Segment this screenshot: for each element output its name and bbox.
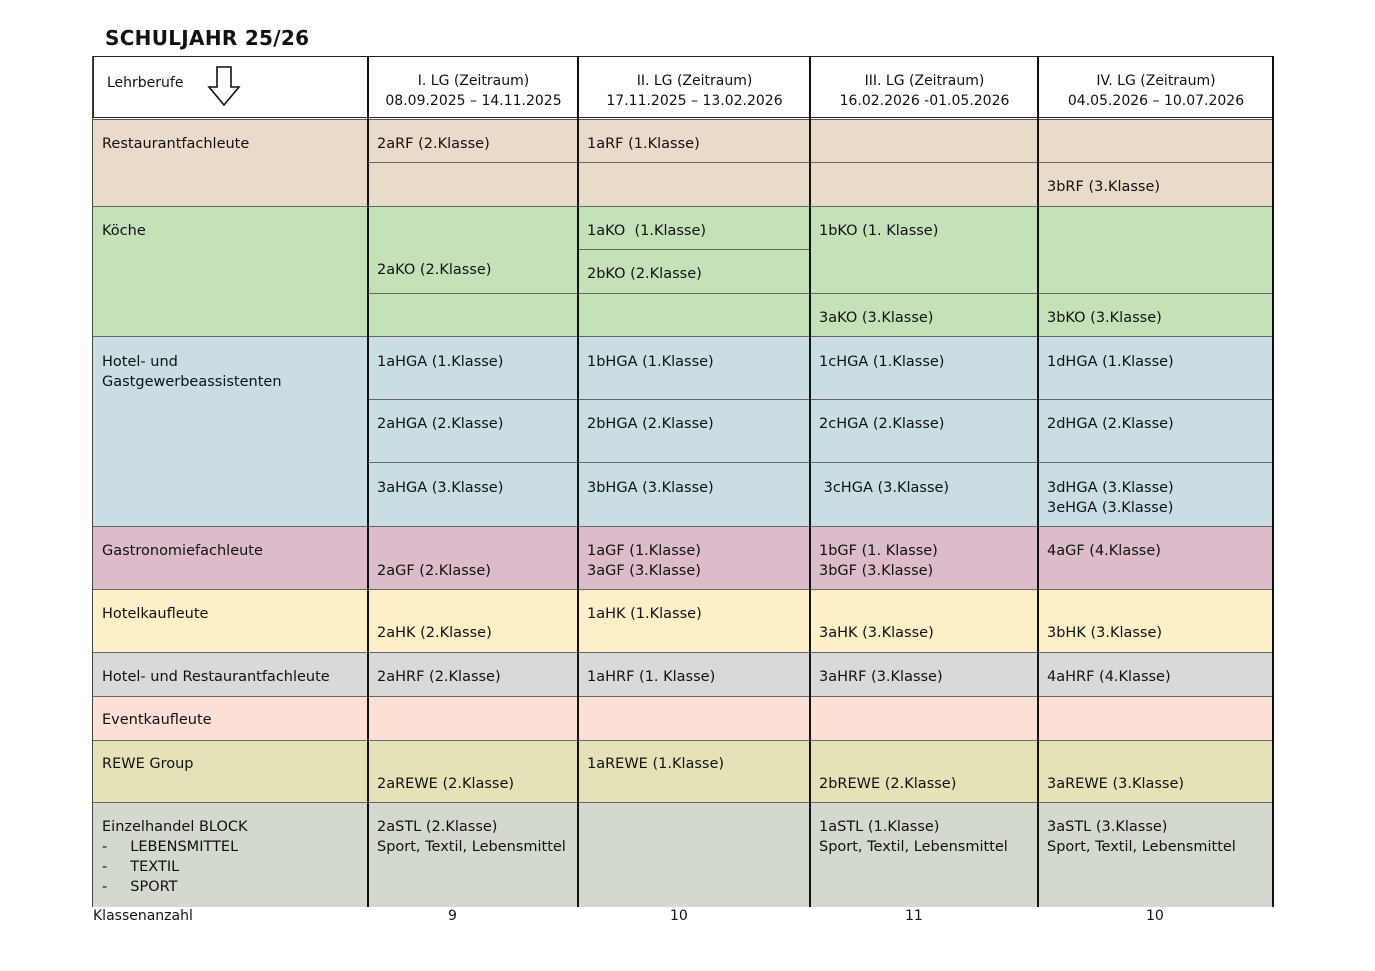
footer-count-1: 9 bbox=[448, 908, 457, 924]
class-cell: 1aRF (1.Klasse) bbox=[587, 136, 700, 152]
header-lehrberufe bbox=[93, 56, 369, 118]
header-period-3 bbox=[810, 56, 1039, 118]
class-cell: 2bHGA (2.Klasse) bbox=[587, 416, 714, 432]
gridline bbox=[93, 589, 1273, 590]
header-period-4 bbox=[1038, 56, 1274, 118]
class-cell: 3cHGA (3.Klasse) bbox=[819, 480, 950, 496]
footer-label: Klassenanzahl bbox=[93, 908, 193, 924]
class-cell: 2cHGA (2.Klasse) bbox=[819, 416, 945, 432]
gridline bbox=[93, 336, 1273, 337]
class-cell: 2aGF (2.Klasse) bbox=[377, 563, 491, 579]
period-3-range: 16.02.2026 -01.05.2026 bbox=[839, 93, 1010, 109]
column-divider bbox=[1272, 56, 1274, 907]
column-divider bbox=[1037, 56, 1039, 907]
class-cell: 2aRF (2.Klasse) bbox=[377, 136, 490, 152]
class-cell: 2aHGA (2.Klasse) bbox=[377, 416, 504, 432]
class-cell: 3aREWE (3.Klasse) bbox=[1047, 776, 1185, 792]
class-cell: 4aGF (4.Klasse) bbox=[1047, 543, 1161, 559]
class-cell: 1aHRF (1. Klasse) bbox=[587, 669, 716, 685]
class-cell: 1aHGA (1.Klasse) bbox=[377, 354, 504, 370]
class-cell: 2bKO (2.Klasse) bbox=[587, 266, 702, 282]
label-hotelkaufleute: Hotelkaufleute bbox=[102, 606, 209, 622]
class-cell: 1aHK (1.Klasse) bbox=[587, 606, 702, 622]
class-cell: 1aREWE (1.Klasse) bbox=[587, 756, 725, 772]
label-hotel-restaurant: Hotel- und Restaurantfachleute bbox=[102, 669, 330, 685]
label-eventkaufleute: Eventkaufleute bbox=[102, 712, 212, 728]
class-cell: 2aHRF (2.Klasse) bbox=[377, 669, 501, 685]
footer-count-2: 10 bbox=[670, 908, 688, 924]
class-cell: 1bGF (1. Klasse) 3bGF (3.Klasse) bbox=[819, 543, 938, 579]
label-gastronomie: Gastronomiefachleute bbox=[102, 543, 263, 559]
class-cell: 1bKO (1. Klasse) bbox=[819, 223, 939, 239]
class-cell: 3dHGA (3.Klasse) 3eHGA (3.Klasse) bbox=[1047, 480, 1174, 516]
class-cell: 2aHK (2.Klasse) bbox=[377, 625, 492, 641]
header-period-1 bbox=[368, 56, 579, 118]
class-cell: 1dHGA (1.Klasse) bbox=[1047, 354, 1174, 370]
footer-count-3: 11 bbox=[905, 908, 923, 924]
column-divider bbox=[92, 56, 93, 907]
label-hotel-gastgewerbe: Hotel- und Gastgewerbeassistenten bbox=[102, 354, 282, 390]
gridline bbox=[93, 802, 1273, 803]
class-cell: 3bRF (3.Klasse) bbox=[1047, 179, 1161, 195]
period-4-range: 04.05.2026 – 10.07.2026 bbox=[1067, 93, 1245, 109]
period-1-range: 08.09.2025 – 14.11.2025 bbox=[385, 93, 562, 109]
footer-count-4: 10 bbox=[1146, 908, 1164, 924]
class-cell: 2dHGA (2.Klasse) bbox=[1047, 416, 1174, 432]
gridline bbox=[93, 696, 1273, 697]
gridline bbox=[369, 462, 1273, 463]
header-lehrberufe-label: Lehrberufe bbox=[107, 75, 184, 91]
class-cell: 2aKO (2.Klasse) bbox=[377, 262, 492, 278]
page-title: SCHULJAHR 25/26 bbox=[105, 26, 310, 50]
period-3-name: III. LG (Zeitraum) bbox=[864, 73, 985, 89]
class-cell: 3aHRF (3.Klasse) bbox=[819, 669, 943, 685]
label-rewe: REWE Group bbox=[102, 756, 194, 772]
gridline bbox=[369, 162, 1273, 163]
class-cell: 4aHRF (4.Klasse) bbox=[1047, 669, 1171, 685]
gridline bbox=[93, 652, 1273, 653]
gridline bbox=[369, 293, 1273, 294]
label-koeche: Köche bbox=[102, 223, 146, 239]
class-cell: 3aKO (3.Klasse) bbox=[819, 310, 934, 326]
label-restaurantfachleute: Restaurantfachleute bbox=[102, 136, 250, 152]
gridline bbox=[93, 119, 1273, 120]
gridline bbox=[369, 399, 1273, 400]
class-cell: 3bHGA (3.Klasse) bbox=[587, 480, 714, 496]
column-divider bbox=[367, 56, 369, 907]
class-cell: 1aGF (1.Klasse) 3aGF (3.Klasse) bbox=[587, 543, 701, 579]
column-divider bbox=[809, 56, 811, 907]
class-cell: 3bKO (3.Klasse) bbox=[1047, 310, 1162, 326]
class-cell: 3aSTL (3.Klasse) Sport, Textil, Lebensmittel bbox=[1047, 819, 1236, 855]
gridline bbox=[579, 249, 810, 250]
class-cell: 3aHGA (3.Klasse) bbox=[377, 480, 504, 496]
gridline bbox=[93, 526, 1273, 527]
class-cell: 3aHK (3.Klasse) bbox=[819, 625, 934, 641]
band-eventkaufleute bbox=[93, 696, 1273, 740]
class-cell: 2aSTL (2.Klasse) Sport, Textil, Lebensmittel bbox=[377, 819, 566, 855]
class-cell: 3bHK (3.Klasse) bbox=[1047, 625, 1163, 641]
period-4-name: IV. LG (Zeitraum) bbox=[1096, 73, 1216, 89]
column-divider bbox=[577, 56, 579, 907]
arrow-down-icon bbox=[206, 65, 242, 107]
gridline bbox=[93, 740, 1273, 741]
label-einzelhandel: Einzelhandel BLOCK - LEBENSMITTEL - TEXTIL - SPORT bbox=[102, 819, 248, 895]
class-cell: 1aSTL (1.Klasse) Sport, Textil, Lebensmittel bbox=[819, 819, 1008, 855]
class-cell: 1cHGA (1.Klasse) bbox=[819, 354, 945, 370]
class-cell: 2bREWE (2.Klasse) bbox=[819, 776, 957, 792]
period-2-range: 17.11.2025 – 13.02.2026 bbox=[606, 93, 783, 109]
gridline bbox=[93, 206, 1273, 207]
class-cell: 2aREWE (2.Klasse) bbox=[377, 776, 515, 792]
period-1-name: I. LG (Zeitraum) bbox=[417, 73, 530, 89]
header-period-2 bbox=[578, 56, 811, 118]
period-2-name: II. LG (Zeitraum) bbox=[636, 73, 753, 89]
class-cell: 1aKO (1.Klasse) bbox=[587, 223, 707, 239]
class-cell: 1bHGA (1.Klasse) bbox=[587, 354, 714, 370]
